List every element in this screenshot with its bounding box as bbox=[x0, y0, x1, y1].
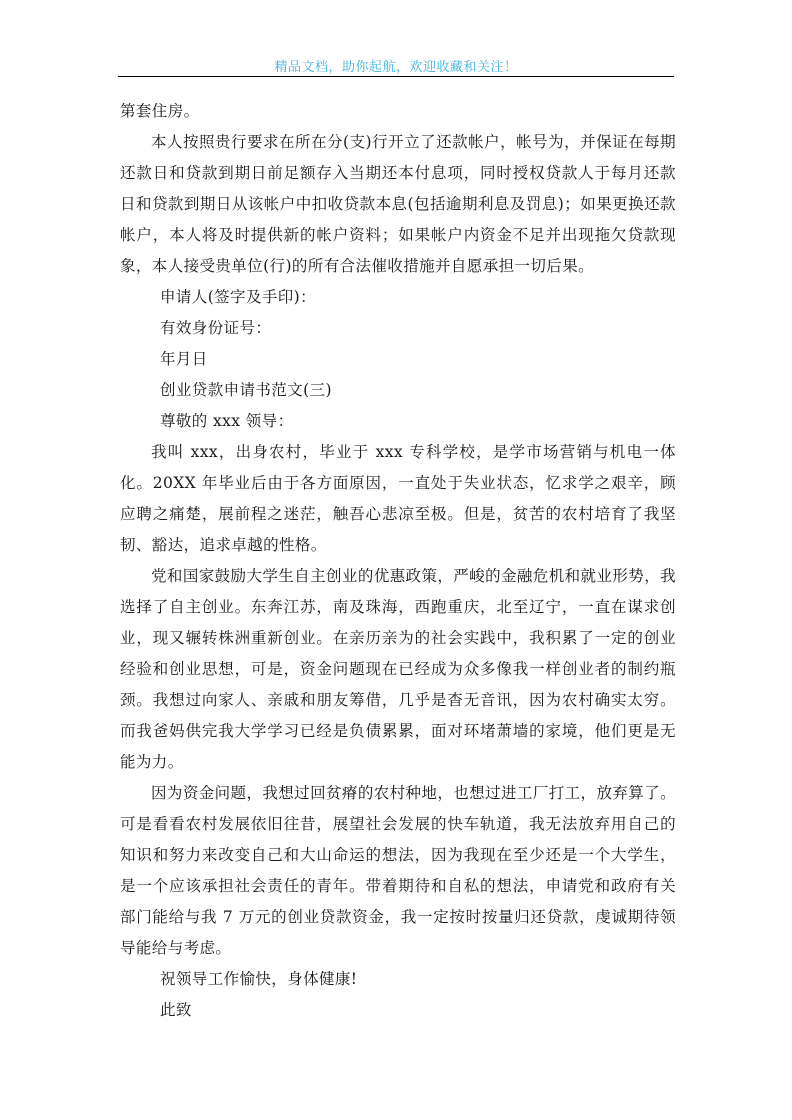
paragraph-entrepreneurship: 党和国家鼓励大学生自主创业的优惠政策，严峻的金融危机和就业形势，我选择了自主创业。东奔江苏，南及珠海，西跑重庆，北至辽宁，一直在谋求创业，现又辗转株洲重新创业。在亲历亲为的社会实践中，我积累了一定的创业经验和创业思想，可是，资金问题现在已经成为众多像我一样创业者的制约瓶颈。我想过向家人、亲戚和朋友筹借，几乎是杳无音讯，因为农村确实太穷。而我爸妈供完我大学学习已经是负债累累，面对环堵萧墙的家境，他们更是无能为力。 bbox=[120, 567, 676, 771]
paragraph-loan-request: 因为资金问题，我想过回贫瘠的农村种地，也想过进工厂打工，放弃算了。可是看看农村发展依旧往昔，展望社会发展的快车轨道，我无法放弃用自己的知识和努力来改变自己和大山命运的想法，因为我现在至少还是一个大学生，是一个应该承担社会责任的青年。带着期待和自私的想法，申请党和政府有关部门能给与我 7 万元的创业贷款资金，我一定按时按量归还贷款，虔诚期待领导能给与考虑。 bbox=[120, 784, 676, 957]
header-banner-text: 精品文档，助你起航，欢迎收藏和关注！ bbox=[274, 60, 518, 75]
paragraph-self-introduction: 我叫 xxx，出身农村，毕业于 xxx 专科学校，是学市场营销与机电一体化。20XX 年毕业后由于各方面原因，一直处于失业状态，忆求学之艰辛，顾应聘之痛楚，展前程之迷茫，触吾心悲凉至极。但是，贫苦的农村培育了我坚韧、豁达，追求卓越的性格。 bbox=[120, 443, 676, 554]
paragraph-housing-continuation: 第套住房。 bbox=[120, 102, 200, 120]
section-title: 创业贷款申请书范文(三) bbox=[160, 381, 332, 399]
date-line: 年月日 bbox=[160, 350, 208, 368]
paragraph-repayment-account: 本人按照贵行要求在所在分(支)行开立了还款帐户，帐号为，并保证在每期还款日和贷款到期日前足额存入当期还本付息项，同时授权贷款人于每月还款日和贷款到期日从该帐户中扣收贷款本息(包括逾期利息及罚息)；如果更换还款帐户，本人将及时提供新的帐户资料；如果帐户内资金不足并出现拖欠贷款现象，本人接受贵单位(行)的所有合法催收措施并自愿承担一切后果。 bbox=[120, 133, 676, 275]
closing-salute: 此致 bbox=[160, 1001, 192, 1019]
document-body bbox=[120, 96, 676, 1026]
page-header bbox=[118, 56, 674, 77]
closing-wishes: 祝领导工作愉快，身体健康! bbox=[160, 970, 358, 988]
id-number-line: 有效身份证号： bbox=[160, 319, 272, 337]
applicant-signature-line: 申请人(签字及手印)： bbox=[160, 288, 316, 306]
salutation: 尊敬的 xxx 领导： bbox=[160, 412, 294, 430]
